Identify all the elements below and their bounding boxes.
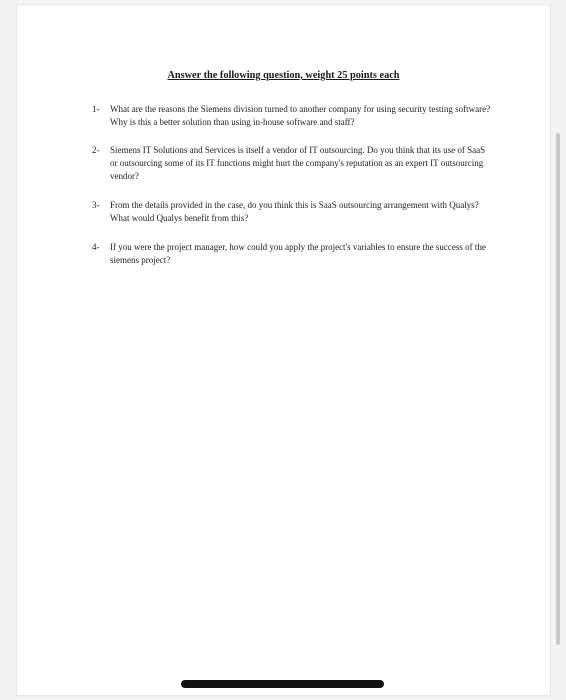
question-item xyxy=(92,241,492,267)
document-heading: Answer the following question, weight 25 points each xyxy=(167,70,400,81)
question-text: Siemens IT Solutions and Services is itself a vendor of IT outsourcing. Do you think that its use of SaaS or outsourcing some of its IT functions might hurt the company's reputation as an expert IT outsourcing vendor? xyxy=(110,145,486,181)
question-number: 2- xyxy=(92,145,100,155)
question-item xyxy=(92,144,492,183)
question-text: From the details provided in the case, do you think this is SaaS outsourcing arrangement with Qualys? What would Qualys benefit from this? xyxy=(110,200,479,223)
question-text: If you were the project manager, how could you apply the project's variables to ensure the success of the siemens project? xyxy=(110,242,486,265)
question-number: 3- xyxy=(92,200,100,210)
document-page xyxy=(17,5,550,695)
question-number: 4- xyxy=(92,242,100,252)
question-item xyxy=(92,199,492,225)
question-text: What are the reasons the Siemens division turned to another company for using security testing software? Why is this a better solution than using in-house software and staff? xyxy=(110,104,491,127)
vertical-scrollbar[interactable] xyxy=(556,133,560,645)
home-indicator-bar[interactable] xyxy=(181,680,384,688)
question-number: 1- xyxy=(92,104,100,114)
question-item xyxy=(92,103,492,129)
